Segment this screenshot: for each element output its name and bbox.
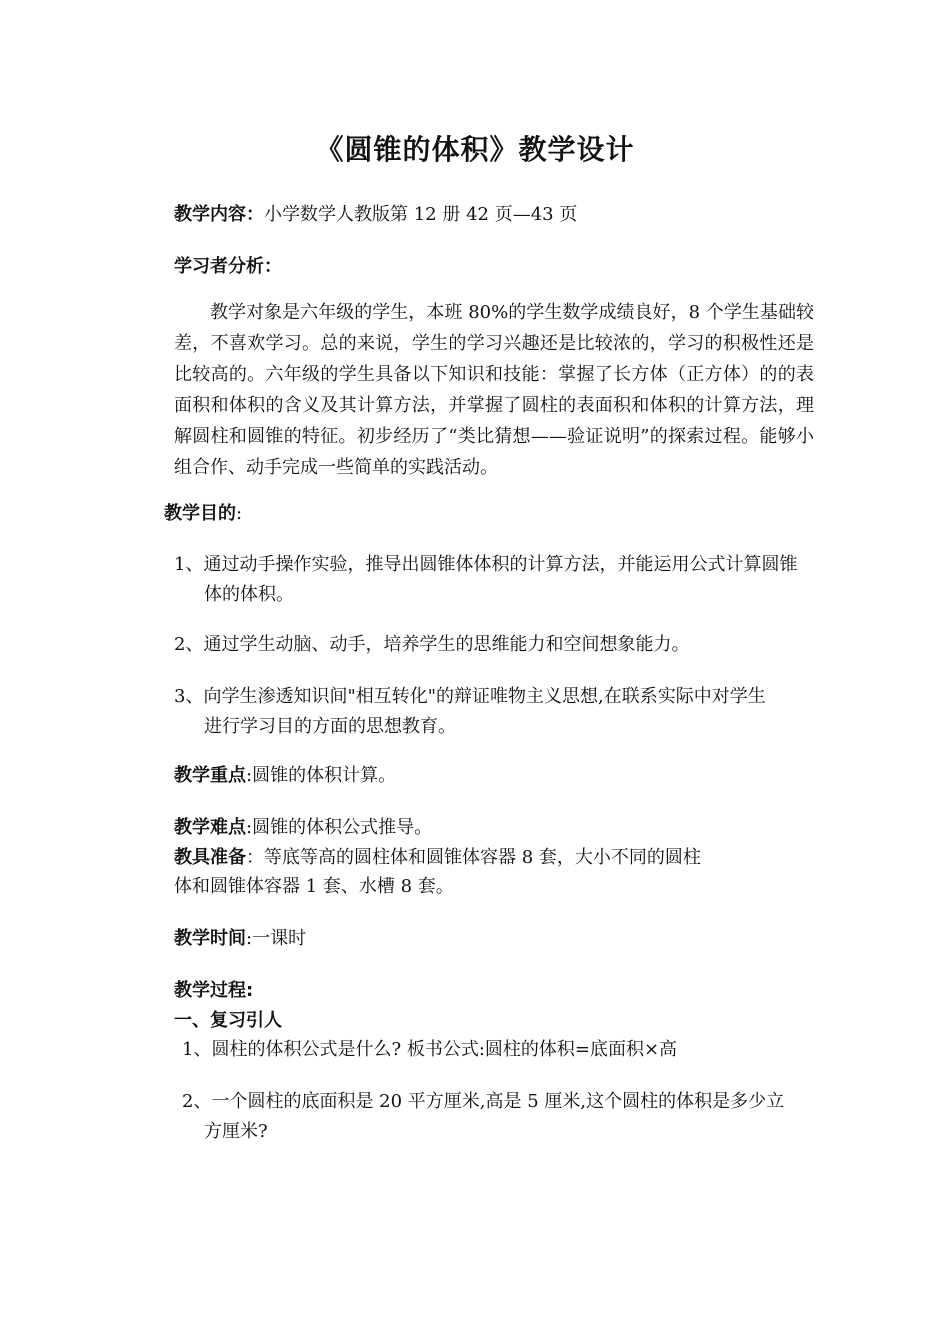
section-review-heading: 一、复习引人 xyxy=(174,1010,282,1031)
document-title: 《圆锥的体积》教学设计 xyxy=(315,133,635,166)
review-question-1: 1、圆柱的体积公式是什么? 板书公式:圆柱的体积=底面积×高 xyxy=(182,1039,678,1060)
teaching-goals-heading: 教学目的: xyxy=(164,503,243,524)
teaching-goals-label: 教学目的 xyxy=(164,503,236,524)
tools-line: 教具准备：等底等高的圆柱体和圆锥体容器 8 套，大小不同的圆柱 xyxy=(174,847,701,868)
teaching-time-line: 教学时间:一课时 xyxy=(174,928,307,949)
teaching-content-text: 小学数学人教版第 12 册 42 页—43 页 xyxy=(264,204,578,225)
learner-analysis-heading: 学习者分析： xyxy=(174,256,282,277)
goal-item-2: 2、通过学生动脑、动手，培养学生的思维能力和空间想象能力。 xyxy=(174,634,690,655)
teaching-content-line xyxy=(174,202,577,228)
teaching-content-label: 教学内容： xyxy=(174,204,264,225)
goal-item-3: 3、向学生渗透知识间"相互转化"的辩证唯物主义思想,在联系实际中对学生 进行学习目的方面的思想教育。 xyxy=(174,686,766,737)
teaching-process-heading: 教学过程: xyxy=(174,980,254,1001)
goal-item-1: 1、通过动手操作实验，推导出圆锥体体积的计算方法，并能运用公式计算圆锥 体的体积。 xyxy=(174,554,798,605)
key-point-line: 教学重点:圆锥的体积计算。 xyxy=(174,765,397,786)
difficulty-line: 教学难点:圆锥的体积公式推导。 xyxy=(174,817,433,838)
review-question-2: 2、一个圆柱的底面积是 20 平方厘米,高是 5 厘米,这个圆柱的体积是多少立 xyxy=(182,1091,785,1112)
tools-line-2: 体和圆锥体容器 1 套、水槽 8 套。 xyxy=(174,876,454,897)
learner-analysis-paragraph: 教学对象是六年级的学生，本班 80%的学生数学成绩良好，8 个学生基础较差，不喜欢学习。总的来说，学生的学习兴趣还是比较浓的，学习的积极性还是比较高的。六年级的学生具备以下知识和技能：掌握了长方体（正方体）的的表面积和体积的含义及其计算方法，并掌握了圆柱的表面积和体积的计算方法，理解圆柱和圆锥的特征。初步经历了“类比猜想——验证说明”的探索过程。能够小组合作、动手完成一些简单的实践活动。 xyxy=(174,302,814,478)
review-question-2-cont: 方厘米? xyxy=(204,1121,268,1142)
